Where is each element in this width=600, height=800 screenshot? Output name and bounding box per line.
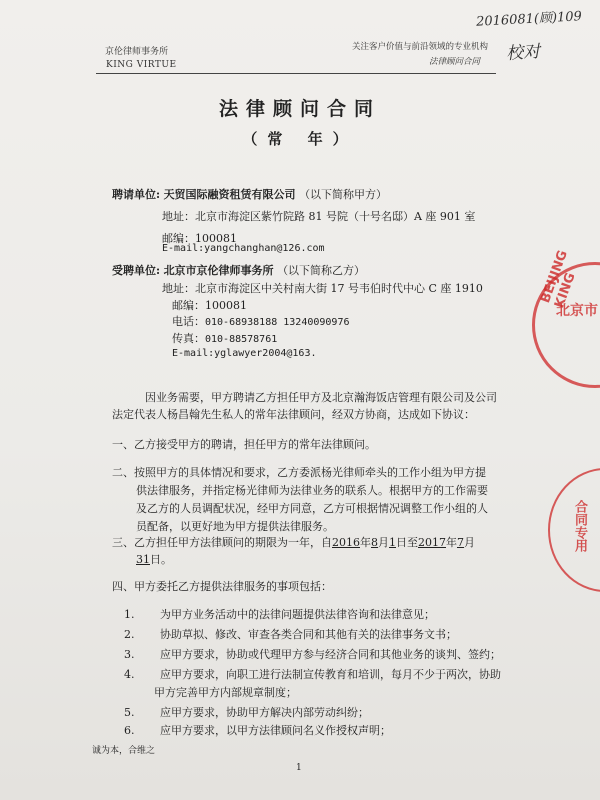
item-text: 应甲方要求，协助甲方解决内部劳动纠纷；	[160, 706, 369, 719]
party-a-alias: （以下简称甲方）	[299, 188, 388, 201]
clause-4-item-1	[124, 606, 435, 622]
item-number: 3.	[124, 648, 135, 661]
party-a-label: 聘请单位:	[112, 188, 161, 201]
clause-4-item-2	[124, 626, 457, 642]
clause-3-month-label: 月	[378, 536, 389, 549]
party-a-email: E-mail:yangchanghan@126.com	[162, 243, 325, 254]
party-b-address: 地址：北京市海淀区中关村南大街 17 号韦伯时代中心 C 座 1910	[162, 282, 483, 295]
party-b-block	[112, 262, 365, 278]
header-divider	[96, 73, 496, 74]
party-b-phone: 010-68938188 13240090976	[205, 317, 350, 328]
party-b-fax-label: 传真：	[172, 332, 205, 345]
party-b-alias: （以下简称乙方）	[277, 264, 366, 277]
start-year: 2016	[332, 536, 360, 549]
firm-slogan: 关注客户价值与前沿领域的专业机构	[351, 42, 488, 52]
intro-line-1: 因业务需要，甲方聘请乙方担任甲方及北京瀚海饭店管理有限公司及公司	[145, 391, 497, 404]
party-b-name: 北京市京伦律师事务所	[163, 264, 274, 277]
clause-4-title: 四、甲方委托乙方提供法律服务的事项包括：	[112, 580, 332, 593]
doc-type-header: 法律顾问合同	[428, 57, 480, 67]
firm-name-en: KING VIRTUE	[106, 60, 177, 70]
end-month: 7	[457, 536, 464, 549]
contract-seal-text: 合同专用	[572, 500, 587, 552]
item-number: 2.	[124, 628, 135, 641]
clause-1: 一、乙方接受甲方的聘请，担任甲方的常年法律顾问。	[112, 438, 376, 451]
party-a-postcode: 邮编：100081	[162, 232, 237, 245]
clause-3-year-label-2: 年	[446, 536, 457, 549]
clause-2-line-4: 员配备，以更好地为甲方提供法律服务。	[136, 520, 334, 533]
party-b-phone-label: 电话：	[172, 315, 205, 328]
item-text: 协助草拟、修改、审查各类合同和其他有关的法律事务文书；	[160, 628, 457, 641]
seal-text-cn: 北京市	[556, 303, 598, 319]
clause-4-item-4	[124, 666, 501, 682]
clause-2-line-3: 及乙方的人员调配状况，经甲方同意，乙方可根据情况调整工作小组的人	[136, 502, 488, 515]
footer-motto: 诚为本，合维之	[92, 746, 156, 756]
clause-4-item-4-cont: 甲方完善甲方内部规章制度；	[154, 686, 297, 699]
handwritten-reference: 2016081(顾)109	[475, 9, 583, 30]
party-a-name: 天贸国际融资租赁有限公司	[163, 188, 296, 201]
item-number: 5.	[124, 706, 135, 719]
party-b-fax-row	[172, 330, 277, 346]
item-number: 6.	[124, 724, 135, 737]
start-month: 8	[371, 536, 378, 549]
party-b-fax: 010-88578761	[205, 334, 278, 345]
item-text: 应甲方要求，协助或代理甲方参与经济合同和其他业务的谈判、签约；	[160, 648, 501, 661]
seal-text-en: BEIJING KING	[538, 248, 579, 311]
clause-3	[112, 534, 475, 550]
clause-3-text: 三、乙方担任甲方法律顾问的期限为一年，自	[112, 536, 332, 549]
clause-4-item-6	[124, 722, 391, 738]
party-a-address: 地址：北京市海淀区紫竹院路 81 号院（十号名邸）A 座 901 室	[162, 210, 476, 223]
clause-3-month-label-2: 月	[464, 536, 475, 549]
party-b-label: 受聘单位:	[112, 264, 161, 277]
item-number: 4.	[124, 668, 135, 681]
clause-3-year-label: 年	[360, 536, 371, 549]
handwritten-signature: 校对	[505, 41, 541, 65]
clause-3-day-to: 日至	[396, 536, 418, 549]
party-b-postcode: 邮编：100081	[172, 299, 247, 312]
party-a-block	[112, 186, 387, 202]
party-b-email: E-mail:yglawyer2004@163.	[172, 348, 317, 359]
item-text: 为甲方业务活动中的法律问题提供法律咨询和法律意见；	[160, 608, 435, 621]
document-subtitle: （常 年）	[242, 130, 358, 148]
page-number: 1	[296, 763, 302, 773]
end-year: 2017	[418, 536, 446, 549]
clause-3-end: 日。	[150, 553, 172, 566]
intro-line-2: 法定代表人杨昌翰先生私人的常年法律顾问，经双方协商，达成如下协议：	[112, 408, 475, 421]
start-day: 1	[389, 536, 396, 549]
item-text: 应甲方要求，以甲方法律顾问名义作授权声明；	[160, 724, 391, 737]
item-text: 应甲方要求，向职工进行法制宣传教育和培训，每月不少于两次，协助	[160, 668, 501, 681]
clause-2-line-1: 二、按照甲方的具体情况和要求，乙方委派杨光律师牵头的工作小组为甲方提	[112, 466, 486, 479]
clause-3-cont	[136, 551, 172, 567]
clause-4-item-3	[124, 646, 501, 662]
end-day: 31	[136, 553, 150, 566]
party-b-phone-row	[172, 313, 350, 329]
clause-2-line-2: 供法律服务，并指定杨光律师为法律业务的联系人。根据甲方的工作需要	[136, 484, 488, 497]
document-title: 法律顾问合同	[218, 98, 381, 120]
firm-name-cn: 京伦律师事务所	[105, 47, 169, 57]
item-number: 1.	[124, 608, 135, 621]
clause-4-item-5	[124, 704, 369, 720]
